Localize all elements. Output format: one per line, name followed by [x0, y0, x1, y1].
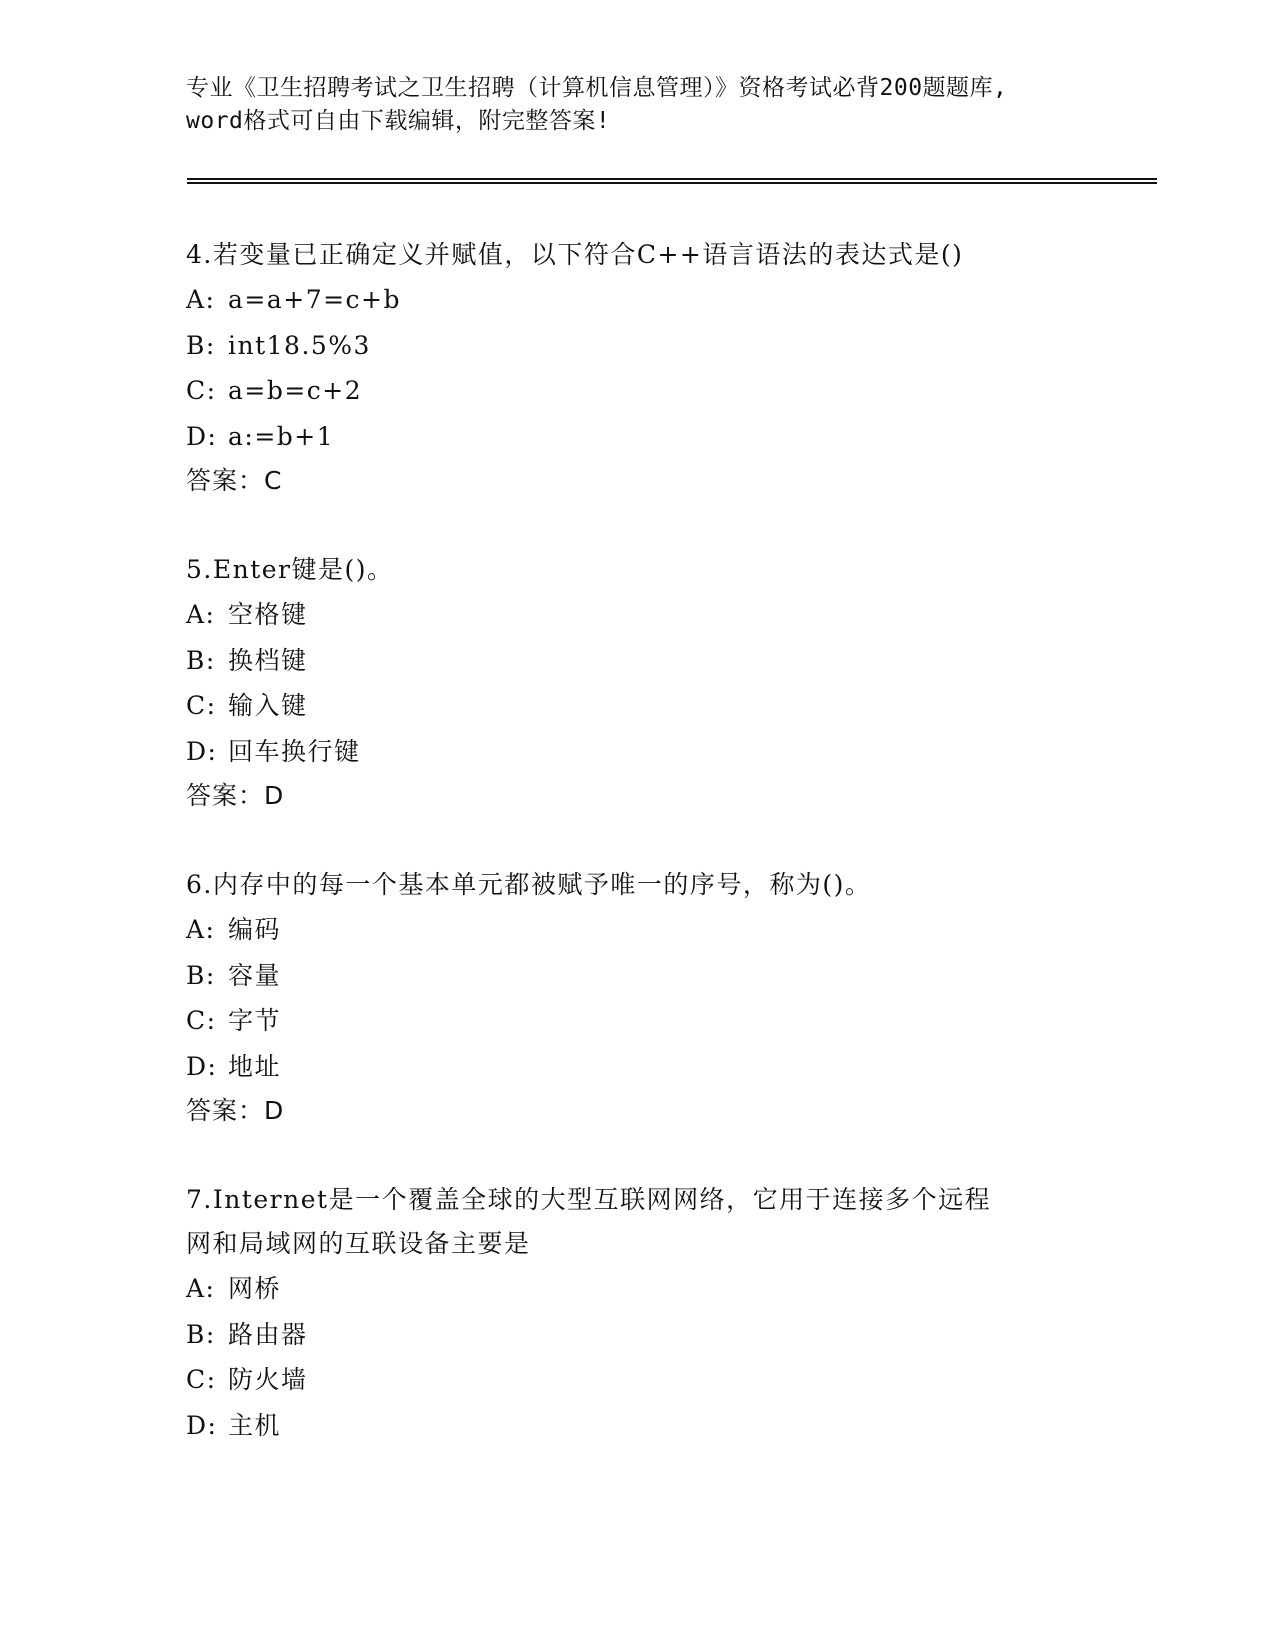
option-text: 换档键 [228, 645, 308, 675]
option-text: 主机 [228, 1410, 282, 1440]
option-text: 地址 [228, 1051, 282, 1081]
option-label: C: [186, 691, 217, 720]
option-text: a=a+7=c+b [228, 285, 402, 314]
option-text: 字节 [228, 1006, 282, 1035]
document-header [186, 72, 1086, 138]
option-label: C: [186, 1365, 217, 1394]
option-d [186, 1044, 1186, 1090]
option-d [186, 729, 1186, 775]
option-label: D: [186, 736, 218, 766]
option-label: B: [186, 1319, 216, 1349]
option-text: 编码 [228, 915, 282, 944]
option-label: D: [186, 421, 218, 451]
option-label: B: [186, 645, 216, 675]
option-label: D: [186, 1051, 218, 1081]
question-stem [186, 548, 1186, 592]
option-d [186, 414, 1186, 460]
question-stem-line: 7.Internet是一个覆盖全球的大型互联网网络，它用于连接多个远程 [186, 1185, 992, 1214]
question-spacer [186, 1133, 1186, 1178]
question-stem [186, 863, 1186, 907]
option-c [186, 368, 1186, 414]
option-a [186, 1266, 1186, 1312]
question-stem [186, 1178, 1186, 1266]
answer: 答案：D [186, 1096, 285, 1125]
option-a [186, 277, 1186, 323]
question-stem-line: 网和局域网的互联设备主要是 [186, 1229, 531, 1258]
question-stem-line: 5.Enter键是()。 [186, 555, 394, 584]
option-label: D: [186, 1410, 218, 1440]
question-spacer [186, 818, 1186, 863]
option-a [186, 592, 1186, 638]
option-text: a:=b+1 [228, 421, 335, 451]
option-text: a=b=c+2 [228, 376, 363, 405]
question-list [186, 233, 1186, 1448]
option-text: 输入键 [228, 691, 308, 720]
option-label: A: [186, 1274, 216, 1303]
option-text: 防火墙 [228, 1365, 308, 1394]
question-stem [186, 233, 1186, 277]
question-4 [186, 233, 1186, 503]
option-text: 网桥 [228, 1274, 282, 1303]
option-label: A: [186, 600, 216, 629]
option-label: A: [186, 285, 216, 314]
option-text: 空格键 [228, 600, 308, 629]
option-b [186, 1312, 1186, 1358]
option-text: 路由器 [228, 1319, 308, 1349]
option-label: A: [186, 915, 216, 944]
question-7 [186, 1178, 1186, 1448]
option-b [186, 323, 1186, 369]
question-spacer [186, 503, 1186, 548]
option-c [186, 683, 1186, 729]
option-b [186, 638, 1186, 684]
option-c [186, 1357, 1186, 1403]
option-text: 回车换行键 [228, 736, 361, 766]
answer: 答案：C [186, 466, 283, 495]
option-label: B: [186, 960, 216, 990]
option-c [186, 998, 1186, 1044]
question-6 [186, 863, 1186, 1133]
option-label: B: [186, 330, 216, 360]
header-divider [187, 178, 1157, 184]
question-5 [186, 548, 1186, 818]
option-label: C: [186, 376, 217, 405]
option-text: int18.5%3 [228, 330, 371, 360]
option-b [186, 953, 1186, 999]
option-text: 容量 [228, 960, 282, 990]
option-d [186, 1403, 1186, 1449]
question-stem-line: 6.内存中的每一个基本单元都被赋予唯一的序号，称为()。 [186, 870, 872, 899]
answer: 答案：D [186, 781, 285, 810]
header-line-1: 专业《卫生招聘考试之卫生招聘（计算机信息管理）》资格考试必背200题题库, [186, 75, 1008, 101]
question-stem-line: 4.若变量已正确定义并赋值，以下符合C++语言语法的表达式是() [186, 240, 964, 269]
header-line-2: word格式可自由下载编辑，附完整答案! [186, 108, 611, 134]
option-a [186, 907, 1186, 953]
option-label: C: [186, 1006, 217, 1035]
